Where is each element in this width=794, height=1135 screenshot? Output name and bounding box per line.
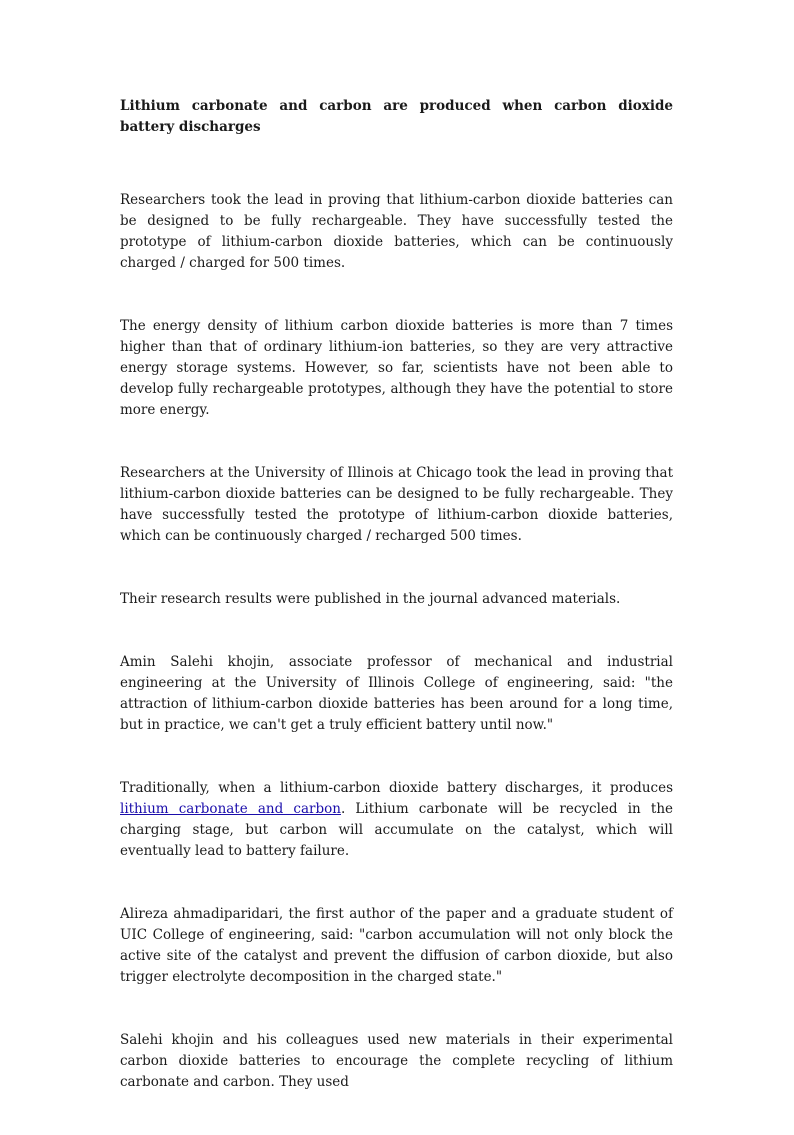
paragraph-6-text-before: Traditionally, when a lithium-carbon dioxide battery discharges, it produces (120, 780, 673, 796)
paragraph-6 (120, 778, 673, 862)
paragraph-3: Researchers at the University of Illinois at Chicago took the lead in proving that lithium-carbon dioxide batteries can be designed to be fully rechargeable. They have successfully tested the prototype of lithium-carbon dioxide batteries, which can be continuously charged / recharged 500 times. (120, 465, 673, 544)
paragraph-5: Amin Salehi khojin, associate professor of mechanical and industrial engineering at the University of Illinois College of engineering, said: "the attraction of lithium-carbon dioxide batteries has been around for a long time, but in practice, we can't get a truly efficient battery until now." (120, 654, 673, 733)
document-page (120, 96, 673, 1135)
paragraph-6-text-after: . Lithium carbonate will be recycled in the charging stage, but carbon will accumulate on the catalyst, which will eventually lead to battery failure. (120, 801, 674, 859)
lithium-carbonate-link[interactable]: lithium carbonate and carbon (120, 801, 341, 817)
article-title: Lithium carbonate and carbon are produced when carbon dioxide battery discharges (120, 98, 673, 135)
paragraph-1: Researchers took the lead in proving that lithium-carbon dioxide batteries can be designed to be fully rechargeable. They have successfully tested the prototype of lithium-carbon dioxide batteries, which can be continuously charged / charged for 500 times. (120, 192, 673, 271)
paragraph-7: Alireza ahmadiparidari, the first author of the paper and a graduate student of UIC College of engineering, said: "carbon accumulation will not only block the active site of the catalyst and prevent the diffusion of carbon dioxide, but also trigger electrolyte decomposition in the charged state." (120, 906, 673, 985)
paragraph-8: Salehi khojin and his colleagues used new materials in their experimental carbon dioxide batteries to encourage the complete recycling of lithium carbonate and carbon. They used (120, 1032, 673, 1090)
paragraph-4: Their research results were published in the journal advanced materials. (120, 591, 621, 607)
paragraph-2: The energy density of lithium carbon dioxide batteries is more than 7 times higher than that of ordinary lithium-ion batteries, so they are very attractive energy storage systems. However, so far, scientists have not been able to develop fully rechargeable prototypes, although they have the potential to store more energy. (120, 318, 673, 418)
